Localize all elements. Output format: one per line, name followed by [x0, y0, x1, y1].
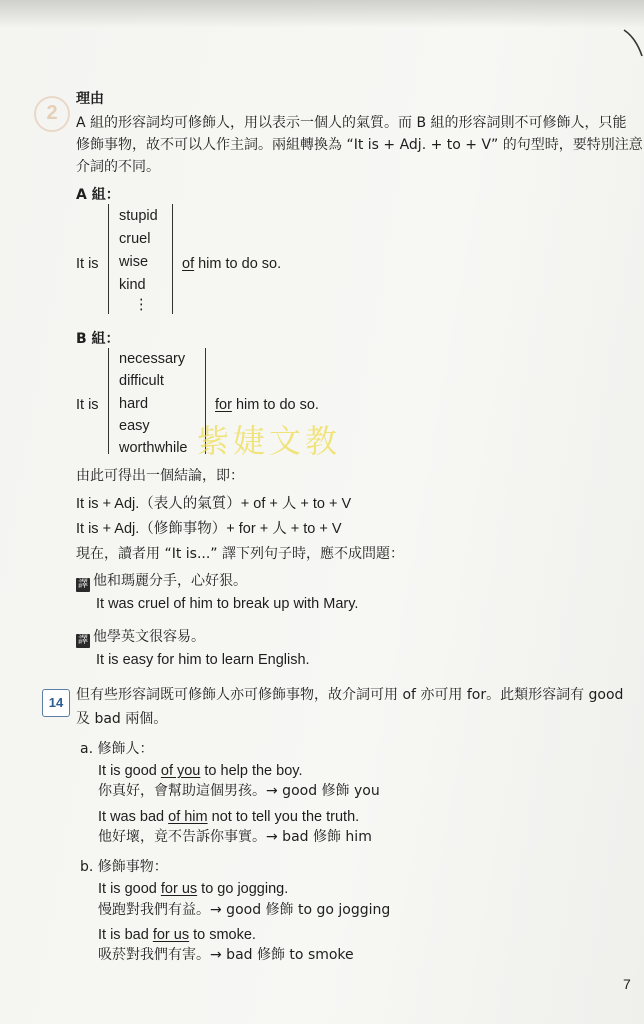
example-b1-zh: 慢跑對我們有益。→ good 修飾 to go jogging: [98, 902, 391, 918]
intro-line-2: 修飾事物，故不可以人作主詞。兩組轉換為 “It is + Adj. + to + V” 的句型時，要特別注意: [76, 137, 643, 153]
intro-line-3: 介詞的不同。: [76, 159, 160, 175]
group-b-left-bar: [108, 348, 109, 454]
group-b-word: worthwhile: [119, 440, 188, 456]
example-a1-zh: 你真好，會幫助這個男孩。→ good 修飾 you: [98, 783, 380, 799]
section-heading: 理由: [76, 91, 104, 107]
example-a1-en: It is good of you to help the boy.: [98, 763, 303, 779]
formula-of: It is + Adj.（表人的氣質）+ of + 人 + to + V: [76, 496, 352, 512]
example-2-en: It is easy for him to learn English.: [96, 652, 310, 668]
section-number-badge: 14: [42, 689, 70, 717]
group-a-right-bar: [172, 204, 173, 314]
section-14-text-1: 但有些形容詞既可修飾人亦可修飾事物，故介詞可用 of 亦可用 for。此類形容詞有 good: [76, 687, 624, 703]
group-b-tail: [215, 396, 319, 414]
intro-line-1: A 組的形容詞均可修飾人，用以表示一個人的氣質。而 B 組的形容詞則不可修飾人，只能: [76, 115, 627, 131]
group-b-word: easy: [119, 418, 150, 434]
group-a-prep: of: [182, 256, 195, 272]
example-1-zh: [76, 572, 247, 592]
watermark: 紫婕文教: [197, 422, 342, 460]
example-a2-zh: 他好壞，竟不告訴你事實。→ bad 修飾 him: [98, 829, 372, 845]
group-a-word: wise: [119, 254, 149, 270]
group-a-left-bar: [108, 204, 109, 314]
example-b2-zh: 吸菸對我們有害。→ bad 修飾 to smoke: [98, 947, 354, 963]
formula-for: It is + Adj.（修飾事物）+ for + 人 + to + V: [76, 521, 342, 537]
reader-note: 現在，讀者用 “It is...” 譯下列句子時，應不成問題：: [76, 546, 405, 562]
example-1-zh-text: 他和瑪麗分手，心好狠。: [93, 573, 247, 589]
example-2-zh-text: 他學英文很容易。: [93, 629, 205, 645]
subsection-a-label: a. 修飾人：: [80, 741, 154, 757]
group-a-tail: [182, 255, 281, 273]
group-a-lead: It is: [76, 256, 99, 272]
conclusion-intro: 由此可得出一個結論，即：: [76, 468, 244, 484]
group-a-word: cruel: [119, 231, 151, 247]
page-number: 7: [623, 976, 631, 992]
group-a-word: stupid: [119, 208, 158, 224]
chapter-badge-icon: 2: [34, 96, 70, 132]
section-14-text-2: 及 bad 兩個。: [76, 711, 168, 727]
example-2-zh: [76, 628, 205, 648]
group-b-word: difficult: [119, 373, 164, 389]
group-a-label: A 組：: [76, 187, 120, 203]
group-a-word: kind: [119, 277, 146, 293]
example-1-en: It was cruel of him to break up with Mary.: [96, 596, 359, 612]
group-b-label: B 組：: [76, 331, 120, 347]
group-b-lead: It is: [76, 397, 99, 413]
subsection-b-label: b. 修飾事物：: [80, 859, 168, 875]
group-b-prep: for: [215, 397, 232, 413]
group-b-rest: him to do so.: [231, 397, 319, 413]
group-a-rest: him to do so.: [194, 256, 282, 272]
group-b-word: necessary: [119, 351, 186, 367]
example-b1-en: It is good for us to go jogging.: [98, 881, 289, 897]
translate-icon: 譯: [78, 579, 88, 590]
example-a2-en: It was bad of him not to tell you the truth.: [98, 809, 360, 825]
translate-icon: 譯: [78, 635, 88, 646]
example-b2-en: It is bad for us to smoke.: [98, 927, 256, 943]
group-b-word: hard: [119, 396, 149, 412]
group-a-ellipsis: ⋮: [134, 297, 149, 313]
page-curl-icon: [622, 28, 644, 58]
